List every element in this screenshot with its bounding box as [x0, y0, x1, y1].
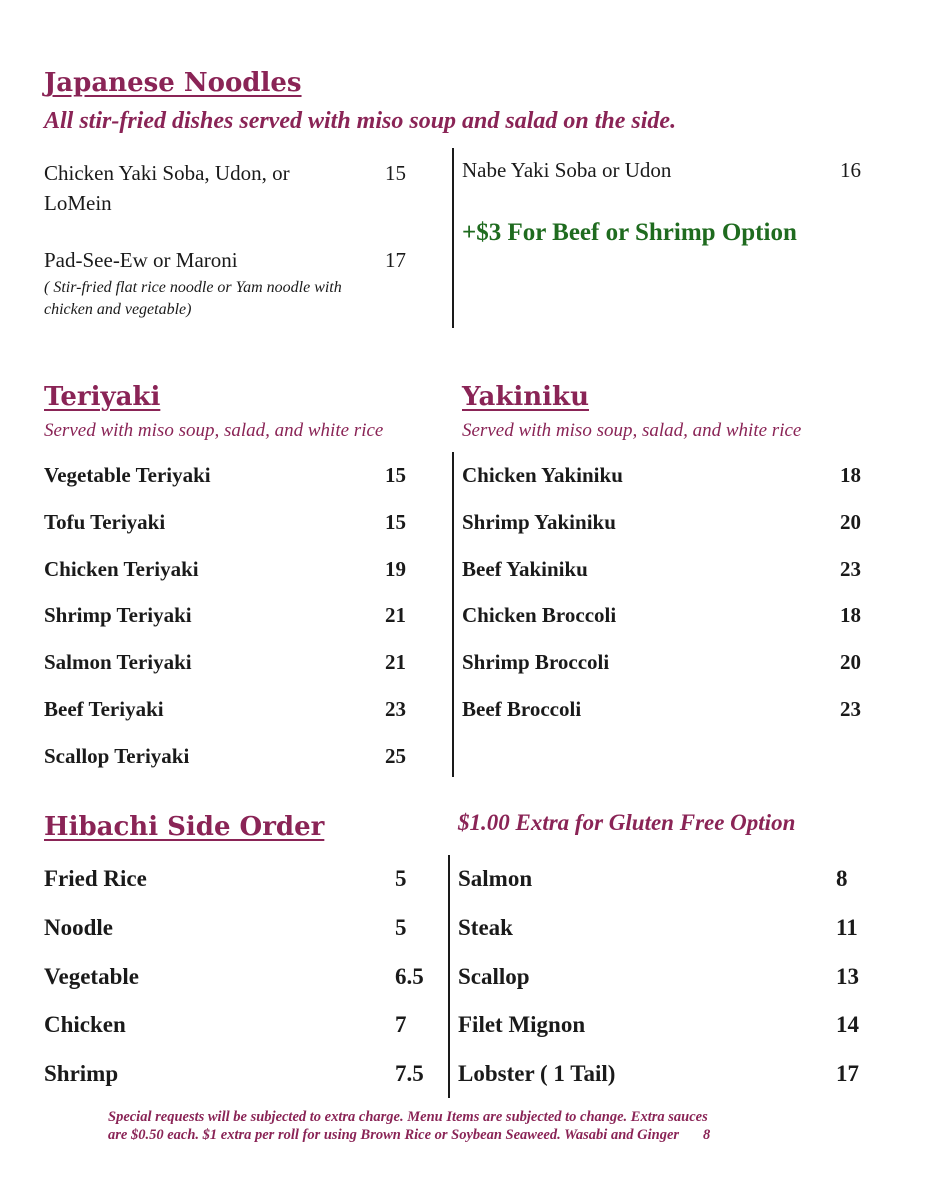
teriyaki-title: Teriyaki — [44, 382, 161, 412]
menu-item-name: Fried Rice — [44, 866, 147, 891]
menu-item-price: 19 — [385, 556, 406, 581]
teriyaki-subtitle: Served with miso soup, salad, and white rice — [44, 420, 384, 441]
noodles-item-name: Chicken Yaki Soba, Udon, or LoMein — [44, 161, 290, 215]
menu-item-name: Lobster ( 1 Tail) — [458, 1061, 616, 1087]
menu-item-name: Shrimp Broccoli — [462, 650, 610, 675]
menu-item-price: 23 — [840, 697, 861, 721]
menu-item-name: Beef Broccoli — [462, 697, 582, 721]
yakiniku-subtitle: Served with miso soup, salad, and white rice — [462, 420, 802, 441]
menu-item-price: 14 — [836, 1012, 859, 1038]
menu-item-name: Tofu Teriyaki — [44, 509, 166, 534]
menu-item-price: 25 — [385, 743, 406, 768]
menu-item-name: Chicken — [44, 1012, 126, 1038]
menu-item-name: Beef Teriyaki — [44, 697, 164, 721]
noodles-item-price: 16 — [840, 158, 861, 182]
menu-item-name: Vegetable Teriyaki — [44, 463, 211, 487]
noodles-title: Japanese Noodles — [44, 68, 302, 98]
yakiniku-title: Yakiniku — [462, 382, 589, 412]
page-number: 8 — [703, 1127, 711, 1143]
menu-item-price: 20 — [840, 650, 861, 675]
menu-item-price: 7.5 — [395, 1061, 424, 1087]
menu-item-price: 20 — [840, 509, 861, 534]
menu-item-name: Shrimp Teriyaki — [44, 603, 192, 628]
menu-item-price: 21 — [385, 650, 406, 675]
menu-item-name: Noodle — [44, 914, 113, 940]
menu-item-name: Shrimp — [44, 1061, 119, 1087]
menu-item-price: 15 — [385, 463, 406, 487]
menu-item-price: 11 — [836, 914, 858, 940]
noodles-item-description: ( Stir-fried flat rice noodle or Yam noodle with chicken and vegetable) — [44, 279, 342, 318]
menu-item-name: Scallop Teriyaki — [44, 743, 190, 768]
menu-item-price: 6.5 — [395, 963, 424, 989]
noodles-item-price: 15 — [385, 161, 406, 185]
menu-item-name: Chicken Broccoli — [462, 603, 617, 628]
noodles-item-price: 17 — [385, 248, 406, 272]
footer-line-1: Special requests will be subjected to extra charge. Menu Items are subjected to change. Extra sauces — [108, 1109, 708, 1125]
menu-item-price: 18 — [840, 463, 861, 487]
menu-item-name: Salmon — [458, 866, 533, 891]
noodles-item-name: Pad-See-Ew or Maroni — [44, 248, 238, 272]
teriyaki-divider — [452, 452, 454, 777]
menu-item-name: Steak — [458, 914, 513, 940]
menu-item-name: Salmon Teriyaki — [44, 650, 192, 675]
menu-item-price: 13 — [836, 963, 859, 989]
menu-item-price: 8 — [836, 866, 848, 891]
menu-item-price: 5 — [395, 866, 407, 891]
menu-item-name: Chicken Teriyaki — [44, 556, 199, 581]
menu-item-price: 17 — [836, 1061, 859, 1087]
menu-item-price: 23 — [840, 556, 861, 581]
hibachi-title: Hibachi Side Order — [44, 812, 325, 842]
menu-item-name: Shrimp Yakiniku — [462, 509, 616, 534]
gluten-free-note: $1.00 Extra for Gluten Free Option — [458, 810, 796, 835]
menu-item-price: 18 — [840, 603, 861, 628]
noodles-beef-shrimp-option: +$3 For Beef or Shrimp Option — [462, 219, 797, 246]
menu-item-name: Vegetable — [44, 963, 139, 989]
footer-note — [108, 1108, 710, 1144]
menu-item-name: Scallop — [458, 963, 530, 989]
noodles-divider — [452, 148, 454, 328]
menu-item-name: Chicken Yakiniku — [462, 463, 623, 487]
noodles-subtitle: All stir-fried dishes served with miso soup and salad on the side. — [44, 108, 677, 134]
menu-item-price: 5 — [395, 914, 407, 940]
menu-item-price: 15 — [385, 509, 406, 534]
menu-item-price: 21 — [385, 603, 406, 628]
footer-line-2: are $0.50 each. $1 extra per roll for using Brown Rice or Soybean Seaweed. Wasabi and Ginger — [108, 1127, 680, 1143]
menu-item-price: 7 — [395, 1012, 407, 1038]
menu-item-name: Beef Yakiniku — [462, 556, 588, 581]
menu-item-price: 23 — [385, 697, 406, 721]
menu-item-name: Filet Mignon — [458, 1012, 586, 1038]
noodles-item-name: Nabe Yaki Soba or Udon — [462, 158, 672, 182]
hibachi-divider — [448, 855, 450, 1098]
